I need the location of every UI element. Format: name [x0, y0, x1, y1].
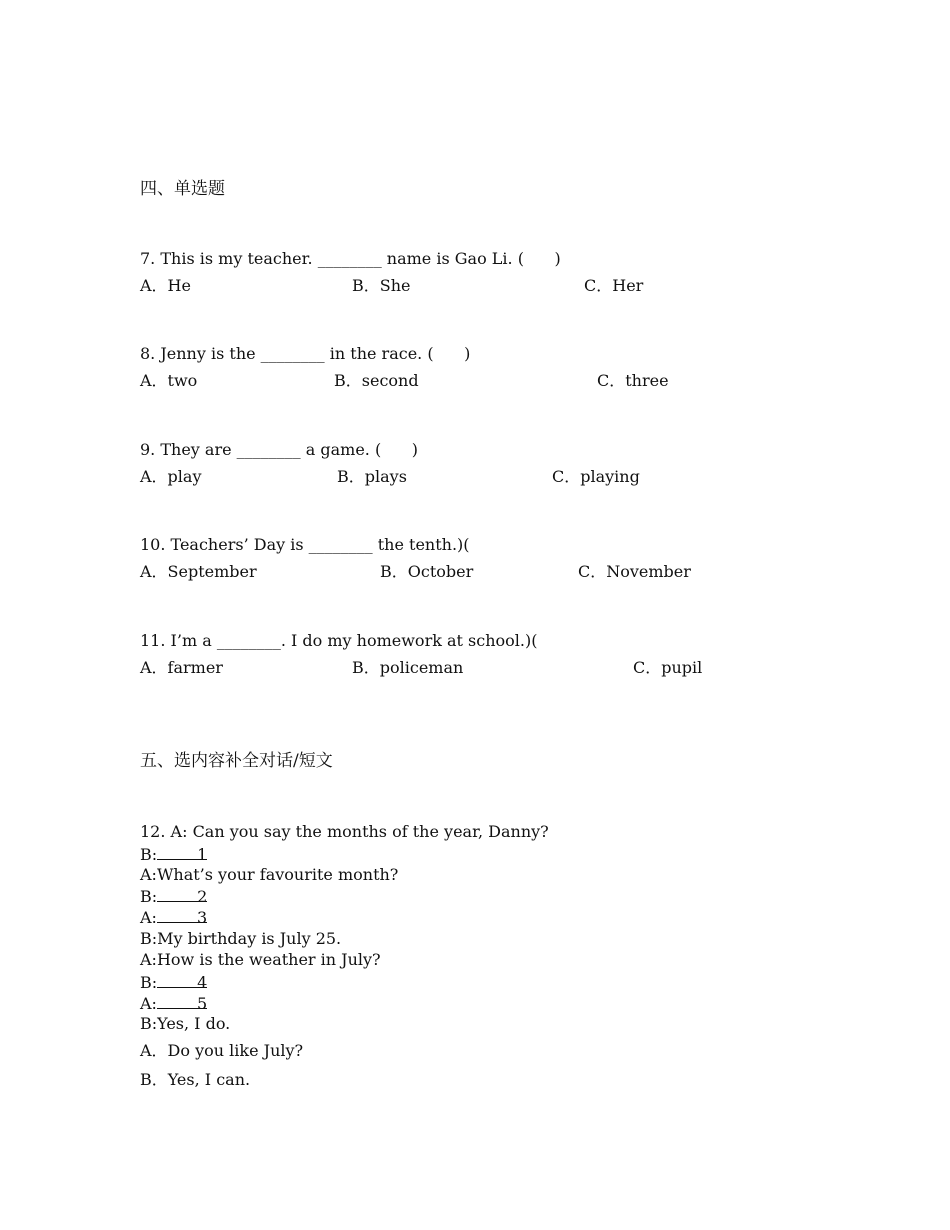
question-10-stem: 10. Teachers’ Day is ________ the tenth.)(	[140, 535, 470, 554]
dialogue-line	[140, 929, 341, 949]
dialogue-text: Yes, I do.	[157, 1014, 231, 1033]
dialogue-choice-a[interactable]: A．Do you like July?	[140, 1041, 304, 1060]
q9-option-c[interactable]: C．playing	[552, 467, 640, 486]
question-11-stem: 11. I’m a ________. I do my homework at school.)(	[140, 631, 538, 650]
q10-option-b[interactable]: B．October	[380, 562, 474, 581]
blank-number: 2	[197, 887, 208, 906]
dialogue-intro: 12. A: Can you say the months of the year, Danny?	[140, 822, 549, 841]
q10-option-c[interactable]: C．November	[578, 562, 691, 581]
blank-number: 1	[197, 845, 208, 864]
dialogue-line	[140, 844, 207, 865]
speaker-label: A:	[140, 865, 157, 884]
blank-number: 4	[197, 973, 208, 992]
blank-number: 5	[196, 994, 208, 1013]
q11-option-a[interactable]: A．farmer	[140, 658, 223, 677]
q11-option-c[interactable]: C．pupil	[633, 658, 703, 677]
question-7-stem: 7. This is my teacher. ________ name is Gao Li. ( )	[140, 249, 561, 268]
q8-option-a[interactable]: A．two	[140, 371, 198, 390]
dialogue-line	[140, 950, 381, 970]
q11-option-b[interactable]: B．policeman	[352, 658, 464, 677]
speaker-label: B:	[140, 929, 158, 948]
dialogue-line	[140, 1014, 230, 1034]
q9-option-b[interactable]: B．plays	[337, 467, 407, 486]
q7-option-a[interactable]: A．He	[140, 276, 191, 295]
dialogue-line	[140, 993, 207, 1014]
speaker-label: B:	[140, 845, 158, 864]
speaker-label: A:	[140, 908, 157, 927]
q8-option-c[interactable]: C．three	[597, 371, 669, 390]
speaker-label: B:	[140, 887, 158, 906]
dialogue-line	[140, 886, 207, 907]
speaker-label: B:	[140, 1014, 158, 1033]
q10-option-a[interactable]: A．September	[140, 562, 257, 581]
dialogue-line	[140, 907, 207, 928]
q7-option-c[interactable]: C．Her	[584, 276, 644, 295]
dialogue-line	[140, 865, 398, 885]
speaker-label: A:	[140, 994, 157, 1013]
dialogue-choice-b[interactable]: B．Yes, I can.	[140, 1070, 251, 1089]
section-4-heading: 四、单选题	[140, 179, 225, 199]
dialogue-text: What’s your favourite month?	[156, 865, 399, 884]
blank-number: 3	[196, 908, 208, 927]
dialogue-text: How is the weather in July?	[156, 950, 381, 969]
q8-option-b[interactable]: B．second	[334, 371, 419, 390]
question-9-stem: 9. They are ________ a game. ( )	[140, 440, 418, 459]
speaker-label: B:	[140, 973, 158, 992]
question-8-stem: 8. Jenny is the ________ in the race. ( )	[140, 344, 471, 363]
dialogue-text: My birthday is July 25.	[157, 929, 342, 948]
dialogue-line	[140, 972, 207, 993]
q9-option-a[interactable]: A．play	[140, 467, 202, 486]
q7-option-b[interactable]: B．She	[352, 276, 411, 295]
section-5-heading: 五、选内容补全对话/短文	[140, 751, 333, 771]
speaker-label: A:	[140, 950, 157, 969]
